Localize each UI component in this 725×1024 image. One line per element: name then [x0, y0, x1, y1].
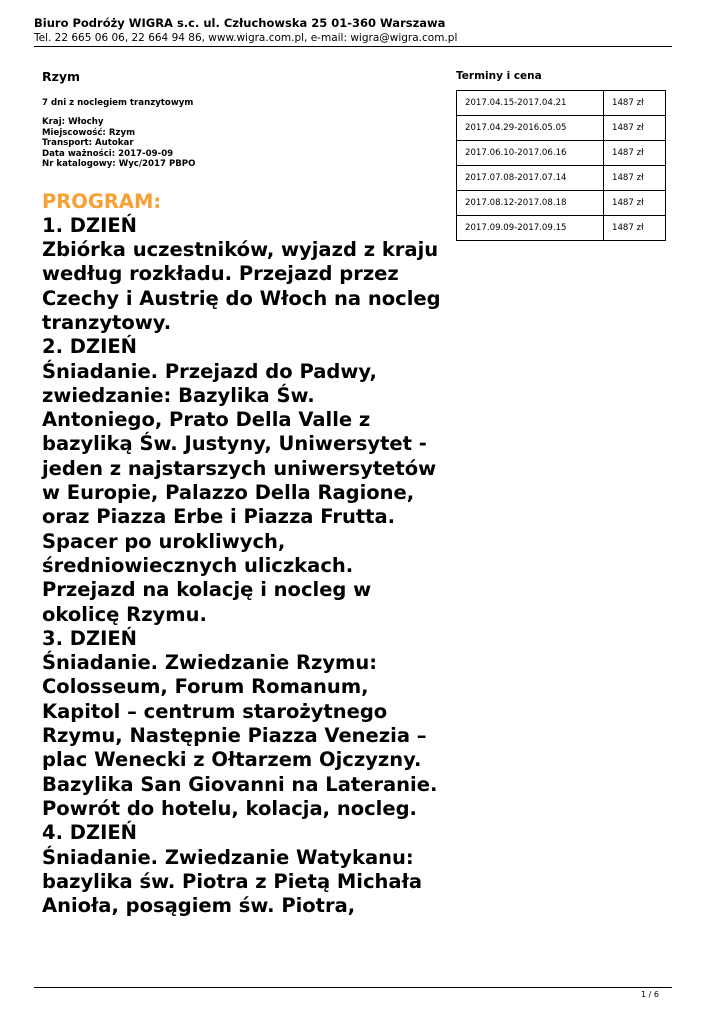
header-divider	[34, 46, 672, 47]
program-heading: PROGRAM:	[42, 189, 162, 213]
meta-transport: Transport: Autokar	[42, 138, 134, 148]
terms-row	[457, 116, 666, 141]
term-dates: 2017.08.12-2017.08.18	[457, 191, 604, 216]
terms-row	[457, 191, 666, 216]
terms-row	[457, 166, 666, 191]
program-line: tranzytowy.	[42, 310, 172, 334]
program-line: bazylika św. Piotra z Pietą Michała	[42, 869, 422, 893]
program-line: w Europie, Palazzo Della Ragione,	[42, 481, 415, 505]
page-number: 1 / 6	[641, 990, 659, 999]
document-header	[34, 16, 672, 45]
trip-subtitle: 7 dni z noclegiem tranzytowym	[42, 98, 194, 108]
program-line: Powrót do hotelu, kolacja, nocleg.	[42, 796, 417, 820]
program-section	[42, 190, 447, 919]
term-dates: 2017.07.08-2017.07.14	[457, 166, 604, 191]
trip-details	[42, 68, 447, 918]
trip-meta	[42, 117, 447, 170]
term-price: 1487 zł	[604, 216, 666, 241]
term-dates: 2017.09.09-2017.09.15	[457, 216, 604, 241]
company-address: Biuro Podróży WIGRA s.c. ul. Człuchowska 25 01-360 Warszawa	[34, 16, 446, 30]
program-line: jeden z najstarszych uniwersytetów	[42, 456, 437, 480]
program-line: 1. DZIEŃ	[42, 213, 137, 237]
program-line: 4. DZIEŃ	[42, 821, 137, 845]
program-line: według rozkładu. Przejazd przez	[42, 262, 399, 286]
program-line: Rzymu, Następnie Piazza Venezia –	[42, 724, 427, 748]
terms-section	[456, 69, 666, 241]
company-contact: Tel. 22 665 06 06, 22 664 94 86, www.wigra.com.pl, e-mail: wigra@wigra.com.pl	[34, 32, 458, 44]
program-text	[42, 214, 447, 919]
program-line: Przejazd na kolację i nocleg w	[42, 578, 372, 602]
program-line: Śniadanie. Przejazd do Padwy,	[42, 359, 377, 383]
terms-row	[457, 216, 666, 241]
term-price: 1487 zł	[604, 91, 666, 116]
program-line: bazyliką Św. Justyny, Uniwersytet -	[42, 432, 427, 456]
program-line: Antoniego, Prato Della Valle z	[42, 408, 371, 432]
terms-title: Terminy i cena	[456, 70, 542, 82]
term-price: 1487 zł	[604, 141, 666, 166]
terms-row	[457, 91, 666, 116]
meta-city: Miejscowość: Rzym	[42, 127, 136, 138]
terms-table	[456, 90, 666, 241]
terms-row	[457, 141, 666, 166]
program-line: Czechy i Austrię do Włoch na nocleg	[42, 286, 441, 310]
meta-valid-date: Data ważności: 2017-09-09	[42, 148, 174, 159]
program-line: Zbiórka uczestników, wyjazd z kraju	[42, 238, 439, 262]
trip-title: Rzym	[42, 69, 81, 84]
footer-divider	[34, 987, 672, 988]
program-line: Śniadanie. Zwiedzanie Watykanu:	[42, 845, 414, 869]
term-dates: 2017.06.10-2017.06.16	[457, 141, 604, 166]
program-line: średniowiecznych uliczkach.	[42, 553, 354, 577]
term-price: 1487 zł	[604, 116, 666, 141]
meta-catalog-number: Nr katalogowy: Wyc/2017 PBPO	[42, 159, 196, 169]
program-line: oraz Piazza Erbe i Piazza Frutta.	[42, 505, 396, 529]
term-dates: 2017.04.29-2016.05.05	[457, 116, 604, 141]
term-price: 1487 zł	[604, 166, 666, 191]
term-dates: 2017.04.15-2017.04.21	[457, 91, 604, 116]
program-line: plac Wenecki z Ołtarzem Ojczyzny.	[42, 748, 422, 772]
program-line: Anioła, posągiem św. Piotra,	[42, 894, 356, 918]
program-line: Bazylika San Giovanni na Lateranie.	[42, 772, 438, 796]
program-line: Kapitol – centrum starożytnego	[42, 699, 388, 723]
program-line: zwiedzanie: Bazylika Św.	[42, 383, 315, 407]
program-line: Śniadanie. Zwiedzanie Rzymu:	[42, 651, 378, 675]
program-line: Colosseum, Forum Romanum,	[42, 675, 369, 699]
program-line: 3. DZIEŃ	[42, 626, 137, 650]
term-price: 1487 zł	[604, 191, 666, 216]
meta-country: Kraj: Włochy	[42, 117, 104, 127]
program-line: Spacer po urokliwych,	[42, 529, 286, 553]
program-line: 2. DZIEŃ	[42, 335, 137, 359]
program-line: okolicę Rzymu.	[42, 602, 207, 626]
